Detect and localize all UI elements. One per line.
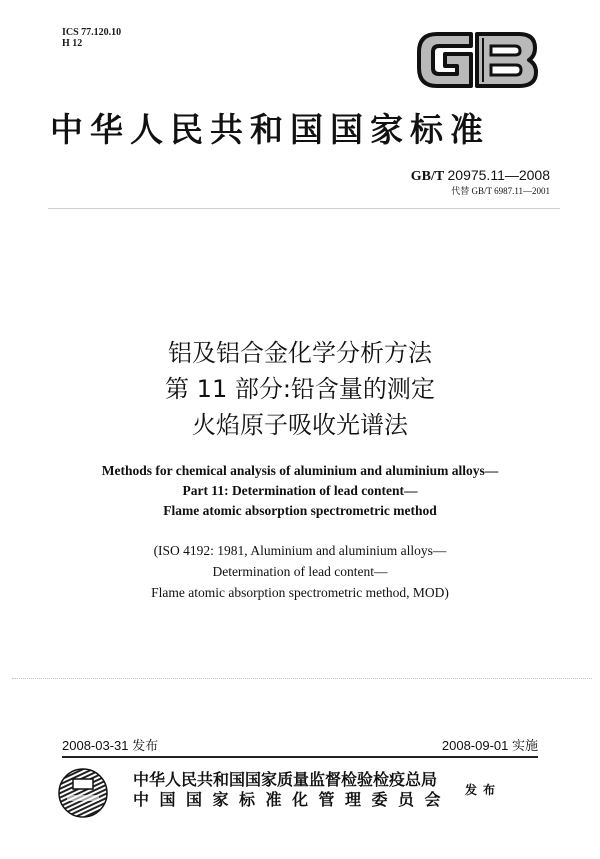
- iso-reference-line: Determination of lead content—: [212, 564, 388, 579]
- issuer-aqsiq: 中华人民共和国国家质量监督检验检疫总局: [133, 770, 438, 789]
- issuing-authorities: [133, 770, 451, 810]
- chinese-title-line: 火焰原子吸收光谱法: [192, 411, 408, 439]
- iso-reference-line: Flame atomic absorption spectrometric method, MOD): [151, 585, 449, 600]
- official-seal-icon: [57, 767, 109, 819]
- implementation-date: 2008-09-01 实施: [441, 738, 538, 753]
- english-title-line: Part 11: Determination of lead content—: [182, 483, 418, 498]
- english-title: [0, 461, 600, 521]
- standard-prefix: GB/T: [410, 169, 444, 184]
- standard-number: [411, 167, 550, 185]
- footer-divider: [62, 756, 538, 758]
- iso-reference: [0, 540, 600, 603]
- chinese-title-line: 铝及铝合金化学分析方法: [168, 339, 432, 367]
- english-title-line: Flame atomic absorption spectrometric method: [163, 503, 437, 518]
- standard-code: 20975.11—2008: [447, 167, 550, 183]
- issued-label: 发布: [465, 783, 502, 797]
- chinese-title: [0, 335, 600, 443]
- standard-number-block: [411, 167, 550, 197]
- iso-reference-line: (ISO 4192: 1981, Aluminium and aluminium alloys—: [153, 543, 447, 558]
- scan-artifact-line: [12, 678, 592, 679]
- header-divider: [48, 208, 560, 209]
- english-title-line: Methods for chemical analysis of aluminium and aluminium alloys—: [101, 463, 499, 478]
- gb-logo-icon: [415, 30, 540, 90]
- issue-date: 2008-03-31 发布: [62, 738, 159, 753]
- classification-codes: [62, 27, 121, 49]
- national-standard-heading: 中华人民共和国国家标准: [50, 110, 490, 149]
- chinese-title-line: 第 11 部分:铅含量的测定: [165, 375, 435, 403]
- ics-code: ICS 77.120.10: [62, 27, 122, 38]
- ccs-code: H 12: [62, 38, 83, 49]
- issuer-sac: 中国国家标准化管理委员会: [133, 790, 452, 809]
- replaces-standard: 代替 GB/T 6987.11—2001: [451, 186, 550, 196]
